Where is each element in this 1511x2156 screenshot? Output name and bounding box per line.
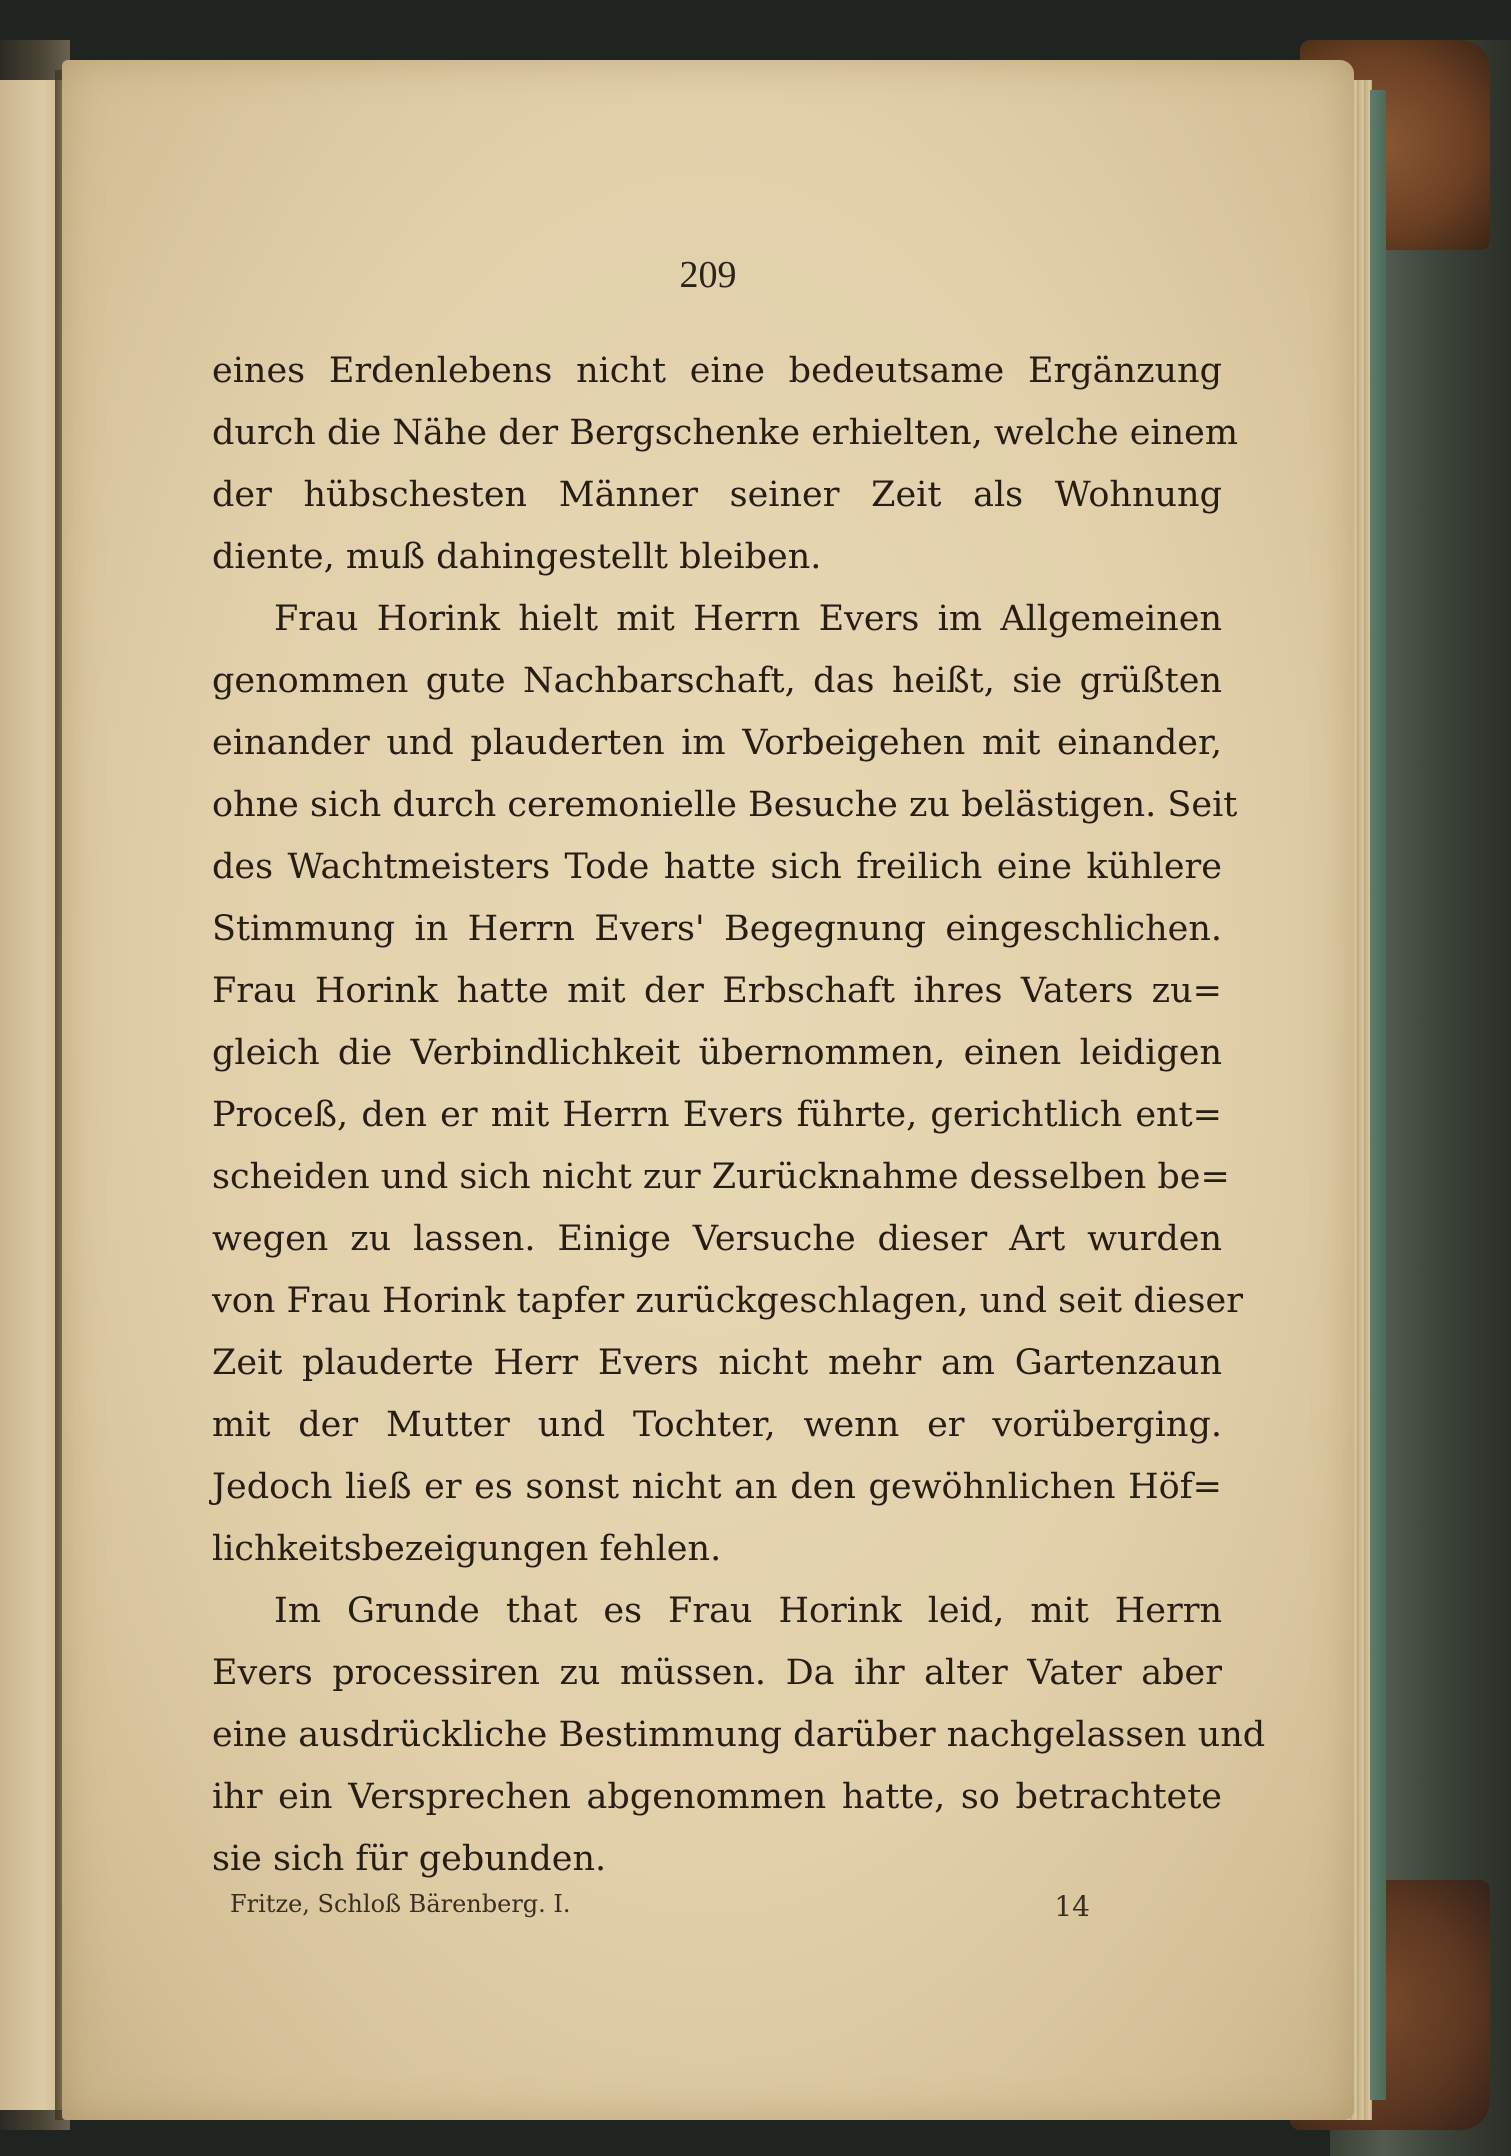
body-text: [212, 340, 1266, 1890]
text-line: ohne sich durch ceremonielle Besuche zu belästigen. Seit: [212, 785, 1238, 825]
text-line: durch die Nähe der Bergschenke erhielten, welche einem: [212, 413, 1239, 453]
text-line: Evers processiren zu müssen. Da ihr alter Vater aber: [212, 1653, 1222, 1693]
text-line: eine ausdrückliche Bestimmung darüber nachgelassen und: [212, 1715, 1266, 1755]
text-line: Stimmung in Herrn Evers' Begegnung eingeschlichen.: [212, 909, 1222, 949]
text-line: ihr ein Versprechen abgenommen hatte, so betrachtete: [212, 1777, 1222, 1817]
text-line: diente, muß dahingestellt bleiben.: [212, 537, 822, 577]
endpaper-edge: [1370, 90, 1386, 2100]
text-line: lichkeitsbezeigungen fehlen.: [212, 1529, 722, 1569]
paragraph: [212, 340, 1239, 588]
text-line: Proceß, den er mit Herrn Evers führte, gerichtlich ent=: [212, 1095, 1222, 1135]
text-line: mit der Mutter und Tochter, wenn er vorüberging.: [212, 1405, 1222, 1445]
text-line: der hübschesten Männer seiner Zeit als Wohnung: [212, 475, 1222, 515]
text-line: des Wachtmeisters Tode hatte sich freilich eine kühlere: [212, 847, 1222, 887]
sheet-number: 14: [1054, 1890, 1090, 1923]
paragraph: [212, 588, 1243, 1580]
text-line: Frau Horink hielt mit Herrn Evers im Allgemeinen: [274, 599, 1222, 639]
paragraph: [212, 1580, 1266, 1890]
text-line: einander und plauderten im Vorbeigehen mit einander,: [212, 723, 1222, 763]
printer-signature: Fritze, Schloß Bärenberg. I.: [230, 1890, 571, 1918]
text-line: genommen gute Nachbarschaft, das heißt, sie grüßten: [212, 661, 1222, 701]
text-line: wegen zu lassen. Einige Versuche dieser Art wurden: [212, 1219, 1222, 1259]
text-line: sie sich für gebunden.: [212, 1839, 607, 1879]
text-line: Frau Horink hatte mit der Erbschaft ihres Vaters zu=: [212, 971, 1222, 1011]
text-line: scheiden und sich nicht zur Zurücknahme desselben be=: [212, 1157, 1230, 1197]
page-number: 209: [679, 254, 737, 296]
book-page: [62, 60, 1354, 2120]
text-line: von Frau Horink tapfer zurückgeschlagen, und seit dieser: [212, 1281, 1243, 1321]
text-line: Im Grunde that es Frau Horink leid, mit Herrn: [274, 1591, 1222, 1631]
text-line: Jedoch ließ er es sonst nicht an den gewöhnlichen Höf=: [212, 1467, 1222, 1507]
text-line: gleich die Verbindlichkeit übernommen, einen leidigen: [212, 1033, 1222, 1073]
text-line: eines Erdenlebens nicht eine bedeutsame Ergänzung: [212, 351, 1222, 391]
text-line: Zeit plauderte Herr Evers nicht mehr am Gartenzaun: [212, 1343, 1222, 1383]
